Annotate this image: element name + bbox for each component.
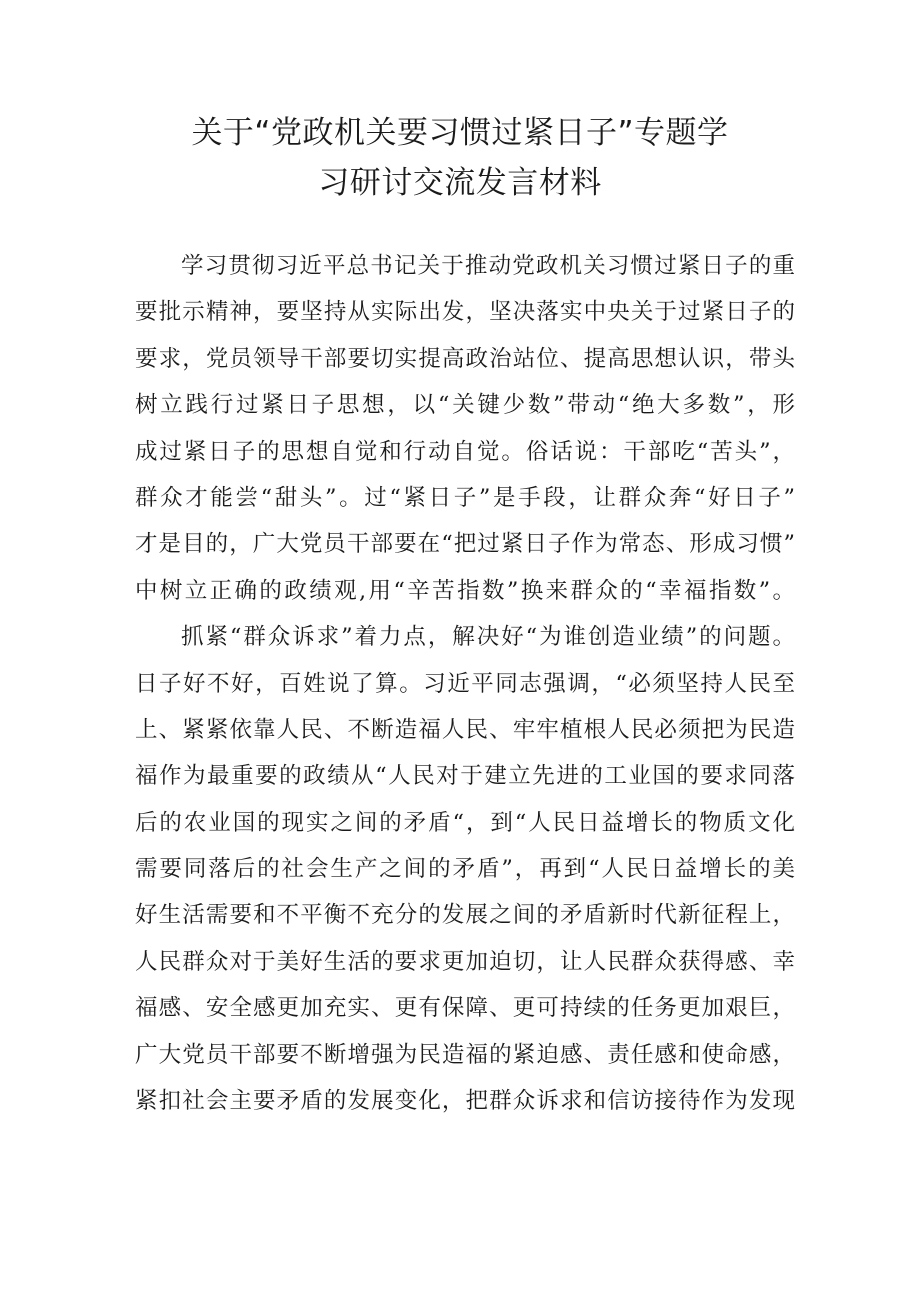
body-line: 群众才能尝“甜头”。过“紧日子”是手段，让群众奔“好日子” <box>135 484 795 511</box>
body-line: 成过紧日子的思想自觉和行动自觉。俗话说：干部吃“苦头”， <box>135 438 795 465</box>
document-title <box>120 108 800 208</box>
body-line: 广大党员干部要不断增强为民造福的紧迫感、责任感和使命感， <box>135 1041 795 1068</box>
body-line: 需要同落后的社会生产之间的矛盾”，再到“人民日益增长的美 <box>135 856 795 883</box>
body-line: 树立践行过紧日子思想，以“关键少数”带动“绝大多数”，形 <box>135 392 795 419</box>
body-line: 福作为最重要的政绩从“人民对于建立先进的工业国的要求同落 <box>135 763 795 790</box>
title-line-2: 习研讨交流发言材料 <box>318 165 602 201</box>
body-line: 后的农业国的现实之间的矛盾“，到“人民日益增长的物质文化 <box>135 809 795 836</box>
body-line: 才是目的，广大党员干部要在“把过紧日子作为常态、形成习惯” <box>135 531 795 558</box>
body-line: 福感、安全感更加充实、更有保障、更可持续的任务更加艰巨， <box>135 995 795 1022</box>
body-line: 人民群众对于美好生活的要求更加迫切，让人民群众获得感、幸 <box>135 948 795 975</box>
body-line: 学习贯彻习近平总书记关于推动党政机关习惯过紧日子的重 <box>181 253 795 279</box>
document-body <box>135 243 795 1124</box>
title-line-1: 关于“党政机关要习惯过紧日子”专题学 <box>191 115 729 151</box>
body-line: 日子好不好，百姓说了算。习近平同志强调，“必须坚持人民至 <box>135 670 795 697</box>
body-line: 要求，党员领导干部要切实提高政治站位、提高思想认识，带头 <box>135 345 795 372</box>
body-line: 上、紧紧依靠人民、不断造福人民、牢牢植根人民必须把为民造 <box>135 716 795 743</box>
body-line: 要批示精神，要坚持从实际出发，坚决落实中央关于过紧日子的 <box>135 299 795 326</box>
body-line: 紧扣社会主要矛盾的发展变化，把群众诉求和信访接待作为发现 <box>135 1088 795 1115</box>
body-line: 中树立正确的政绩观,用“辛苦指数”换来群众的“幸福指数”。 <box>135 577 795 604</box>
body-line: 抓紧“群众诉求”着力点，解决好“为谁创造业绩”的问题。 <box>181 624 795 651</box>
body-line: 好生活需要和不平衡不充分的发展之间的矛盾新时代新征程上， <box>135 902 795 929</box>
